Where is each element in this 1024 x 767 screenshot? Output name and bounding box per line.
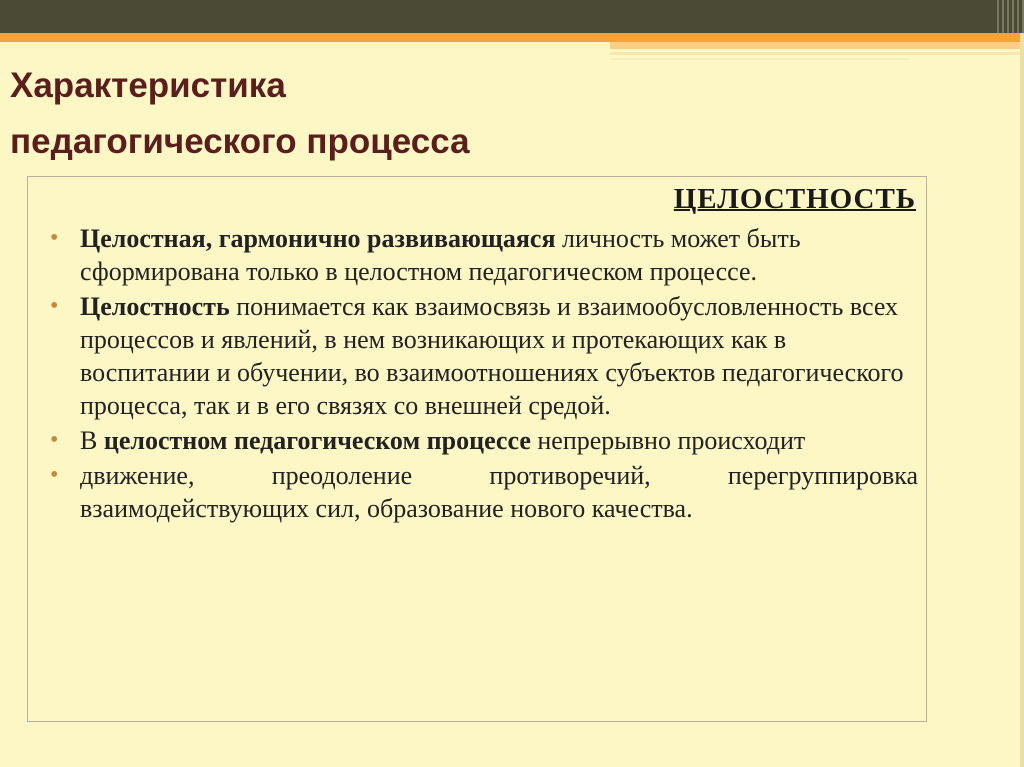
bullet-2-text: понимается как взаимосвязь и взаимообусловленность всех процессов и явлений, в нем возникающих и протекающих как в воспитании и обучении, во взаимоотношениях субъектов педагогического процесса, так и в его связях со внешней средой. [80, 292, 904, 420]
bullet-4-text: движение, преодоление противоречий, перегруппировка взаимодействующих сил, образование нового качества. [80, 461, 918, 523]
title-line-1: Характеристика [10, 66, 286, 105]
bullet-item-2 [50, 290, 918, 422]
bullet-list [50, 222, 918, 527]
decorative-line [610, 52, 1024, 55]
orange-stripe [0, 33, 1024, 42]
bullet-3-pre: В [80, 426, 104, 455]
bullet-3-bold: целостном педагогическом процессе [103, 426, 531, 455]
section-heading: ЦЕЛОСТНОСТЬ [673, 183, 916, 215]
title-line-2: педагогического процесса [10, 122, 470, 161]
right-edge [1020, 33, 1024, 767]
orange-stripe-light [610, 42, 1024, 49]
top-bar-texture [994, 0, 1024, 33]
bullet-item-4 [50, 459, 918, 525]
bullet-1-bold: Целостная, гармонично развивающаяся [80, 224, 556, 253]
top-bar [0, 0, 1024, 33]
bullet-icon: • [50, 225, 59, 251]
bullet-icon: • [50, 462, 59, 488]
bullet-2-bold: Целостность [80, 292, 230, 321]
bullet-1-text: личность может быть сформирована только в целостном педагогическом процессе. [80, 224, 801, 286]
bullet-3-text: непрерывно происходит [530, 426, 806, 455]
bullet-item-3 [50, 424, 918, 457]
bullet-icon: • [50, 427, 59, 453]
slide-title [10, 58, 710, 170]
bullet-item-1 [50, 222, 918, 288]
content-box [27, 176, 927, 722]
bullet-icon: • [50, 293, 59, 319]
